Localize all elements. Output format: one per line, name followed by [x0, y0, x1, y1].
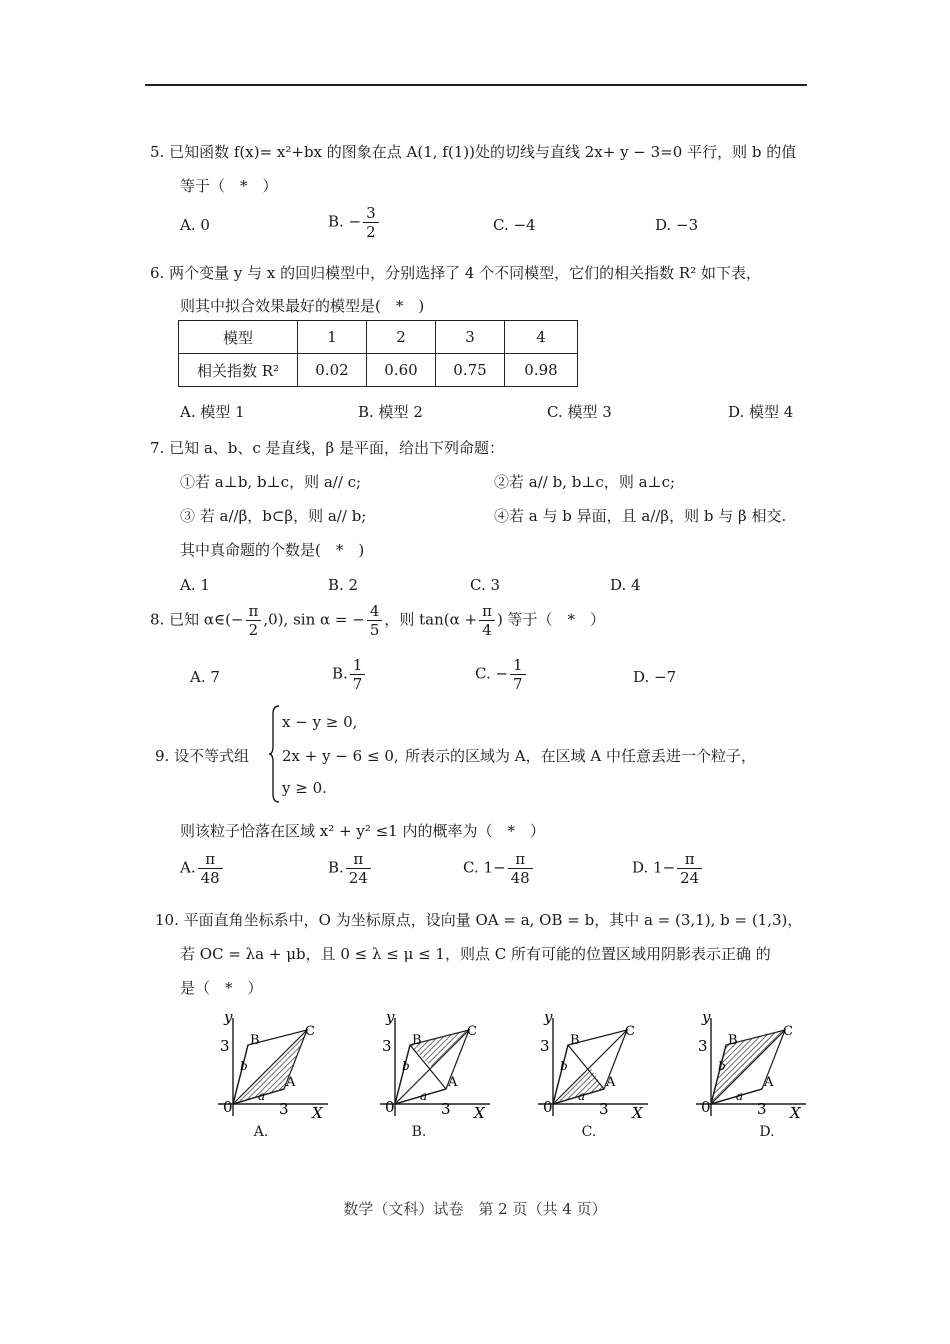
q7-proposition-1: ①若 a⊥b, b⊥c，则 a// c; [180, 473, 362, 491]
y-label: y [224, 1008, 233, 1026]
q8-option-d[interactable]: D. −7 [633, 668, 677, 686]
figure-c-label: C. [581, 1124, 597, 1140]
q9-option-d-fraction: $\frac{\pi}{24}$ [677, 850, 702, 887]
q8-fraction-pi-4: $\frac{\pi}{4}$ [479, 602, 495, 639]
q8-option-b-prefix: B. [332, 664, 348, 683]
q6-line2: 则其中拟合效果最好的模型是( * ) [180, 297, 425, 315]
q9-tail: 所表示的区域为 A，在区域 A 中任意丢进一个粒子， [405, 747, 756, 765]
page-footer: 数学（文科）试卷 第 2 页（共 4 页） [343, 1200, 607, 1218]
q8-line [150, 602, 605, 639]
r2-value-3: 0.75 [436, 354, 505, 387]
q7-option-c[interactable]: C. 3 [470, 576, 501, 594]
r2-header-2: 2 [367, 321, 436, 354]
y-tick-3: 3 [382, 1037, 392, 1055]
point-b-label: B [412, 1033, 422, 1048]
vector-b-label: b [402, 1059, 410, 1073]
q8-option-c-prefix: C. − [475, 664, 509, 683]
vector-a-label: a [420, 1089, 428, 1103]
q7-proposition-3: ③ 若 a//β，b⊂β，则 a// b; [180, 507, 367, 525]
q5-option-c[interactable]: C. −4 [493, 216, 536, 234]
r2-row-label: 相关指数 R² [179, 354, 298, 387]
q7-proposition-4: ④若 a 与 b 异面，且 a//β，则 b 与 β 相交. [494, 507, 787, 525]
q5-option-a[interactable]: A. 0 [180, 216, 210, 234]
q9-option-b-prefix: B. [328, 858, 344, 877]
point-c-label: C [305, 1024, 315, 1039]
q9-option-d-prefix: D. 1− [632, 858, 676, 877]
vector-b-label: b [718, 1059, 726, 1073]
y-label: y [544, 1008, 553, 1026]
q7-line1: 7. 已知 a、b、c 是直线，β 是平面，给出下列命题： [150, 439, 505, 457]
q9-option-a-fraction: $\frac{\pi}{48}$ [198, 850, 223, 887]
figure-d[interactable] [686, 1008, 816, 1126]
vector-b [395, 1045, 410, 1104]
vector-b-label: b [560, 1059, 568, 1073]
r2-header-3: 3 [436, 321, 505, 354]
figure-c[interactable] [528, 1008, 658, 1126]
q7-question: 其中真命题的个数是( * ) [180, 541, 365, 559]
q9-line2: 则该粒子恰落在区域 x² + y² ≤1 内的概率为（ * ） [180, 822, 545, 840]
point-a-label: A [606, 1075, 616, 1090]
figure-b[interactable] [370, 1008, 500, 1126]
origin-label: 0 [543, 1098, 553, 1116]
r2-header-model: 模型 [179, 321, 298, 354]
q9-option-b-fraction: $\frac{\pi}{24}$ [346, 850, 371, 887]
y-label: y [702, 1008, 711, 1026]
q7-option-d[interactable]: D. 4 [610, 576, 641, 594]
q9-inequality-3: y ≥ 0. [282, 779, 327, 797]
q8-prefix: 8. 已知 α∈(− [150, 610, 244, 629]
q5-option-d[interactable]: D. −3 [655, 216, 699, 234]
point-b-label: B [728, 1033, 738, 1048]
point-c-label: C [625, 1024, 635, 1039]
y-label: y [386, 1008, 395, 1026]
x-label: X [632, 1104, 643, 1122]
r2-header-4: 4 [505, 321, 578, 354]
q9-option-d[interactable] [632, 850, 704, 887]
q9-inequality-2: 2x + y − 6 ≤ 0, [282, 747, 399, 765]
origin-label: 0 [223, 1098, 233, 1116]
q8-mid: ,0), sin α = − [263, 610, 365, 629]
y-tick-3: 3 [698, 1037, 708, 1055]
q9-left-brace [268, 704, 280, 804]
q7-option-b[interactable]: B. 2 [328, 576, 359, 594]
q10-line1: 10. 平面直角坐标系中，O 为坐标原点，设向量 OA = a, OB = b，其中 a = (3,1), b = (1,3)， [155, 911, 803, 929]
q9-option-c[interactable] [463, 850, 535, 887]
x-label: X [474, 1104, 485, 1122]
q9-option-a-prefix: A. [180, 858, 196, 877]
vector-b-label: b [240, 1059, 248, 1073]
q9-option-c-prefix: C. 1− [463, 858, 506, 877]
q7-proposition-2: ②若 a// b, b⊥c，则 a⊥c; [494, 473, 676, 491]
q8-option-b[interactable] [332, 656, 367, 693]
r2-table-header-row [179, 321, 578, 354]
q8-option-c[interactable] [475, 656, 528, 693]
q6-line1: 6. 两个变量 y 与 x 的回归模型中，分别选择了 4 个不同模型，它们的相关指数 R² 如下表， [150, 264, 762, 282]
q6-option-d[interactable]: D. 模型 4 [728, 403, 794, 421]
q5-option-b-fraction: $\frac{3}{2}$ [363, 204, 379, 241]
q7-option-a[interactable]: A. 1 [180, 576, 210, 594]
q9-option-b[interactable] [328, 850, 373, 887]
q9-option-c-fraction: $\frac{\pi}{48}$ [508, 850, 533, 887]
point-a-label: A [764, 1075, 774, 1090]
r2-header-1: 1 [298, 321, 367, 354]
r2-table [178, 320, 578, 387]
point-b-label: B [250, 1033, 260, 1048]
point-b-label: B [570, 1033, 580, 1048]
q5-line2: 等于（ * ） [180, 177, 278, 195]
q8-fraction-pi-2: $\frac{\pi}{2}$ [246, 602, 262, 639]
q6-option-c[interactable]: C. 模型 3 [547, 403, 612, 421]
r2-value-4: 0.98 [505, 354, 578, 387]
q5-option-b-prefix: B. − [328, 212, 362, 231]
figure-a-label: A. [253, 1124, 269, 1140]
q8-fraction-4-5: $\frac{4}{5}$ [367, 602, 383, 639]
figure-b-label: B. [411, 1124, 427, 1140]
x-label: X [790, 1104, 801, 1122]
x-tick-3: 3 [757, 1100, 767, 1118]
q9-prefix: 9. 设不等式组 [155, 747, 250, 765]
point-c-label: C [467, 1024, 477, 1039]
r2-value-1: 0.02 [298, 354, 367, 387]
figure-d-label: D. [759, 1124, 775, 1140]
r2-value-2: 0.60 [367, 354, 436, 387]
x-label: X [312, 1104, 323, 1122]
q5-option-b[interactable] [328, 204, 381, 241]
y-tick-3: 3 [220, 1037, 230, 1055]
vector-a-label: a [578, 1089, 586, 1103]
q6-option-a[interactable]: A. 模型 1 [180, 403, 245, 421]
origin-label: 0 [385, 1098, 395, 1116]
x-tick-3: 3 [599, 1100, 609, 1118]
r2-table-value-row [179, 354, 578, 387]
q9-option-a[interactable] [180, 850, 225, 887]
vector-a-label: a [736, 1089, 744, 1103]
q8-mid2: ，则 tan(α + [384, 610, 478, 629]
figure-a[interactable] [208, 1008, 338, 1126]
q8-option-a[interactable]: A. 7 [190, 668, 220, 686]
point-a-label: A [286, 1075, 296, 1090]
origin-label: 0 [701, 1098, 711, 1116]
q5-line1: 5. 已知函数 f(x)= x²+bx 的图象在点 A(1, f(1))处的切线与直线 2x+ y − 3=0 平行，则 b 的值 [150, 143, 797, 161]
q8-option-c-fraction: $\frac{1}{7}$ [510, 656, 526, 693]
q10-line2: 若 OC = λa + μb，且 0 ≤ λ ≤ μ ≤ 1，则点 C 所有可能的位置区域用阴影表示正确 的 [180, 945, 771, 963]
point-a-label: A [448, 1075, 458, 1090]
q10-line3: 是（ * ） [180, 979, 263, 997]
y-tick-3: 3 [540, 1037, 550, 1055]
q8-suffix: ) 等于（ * ） [496, 610, 606, 629]
vector-a-label: a [258, 1089, 266, 1103]
header-rule [145, 84, 807, 86]
point-c-label: C [783, 1024, 793, 1039]
x-tick-3: 3 [279, 1100, 289, 1118]
q8-option-b-fraction: $\frac{1}{7}$ [350, 656, 366, 693]
q6-option-b[interactable]: B. 模型 2 [358, 403, 423, 421]
x-tick-3: 3 [441, 1100, 451, 1118]
q9-inequality-1: x − y ≥ 0, [282, 713, 358, 731]
